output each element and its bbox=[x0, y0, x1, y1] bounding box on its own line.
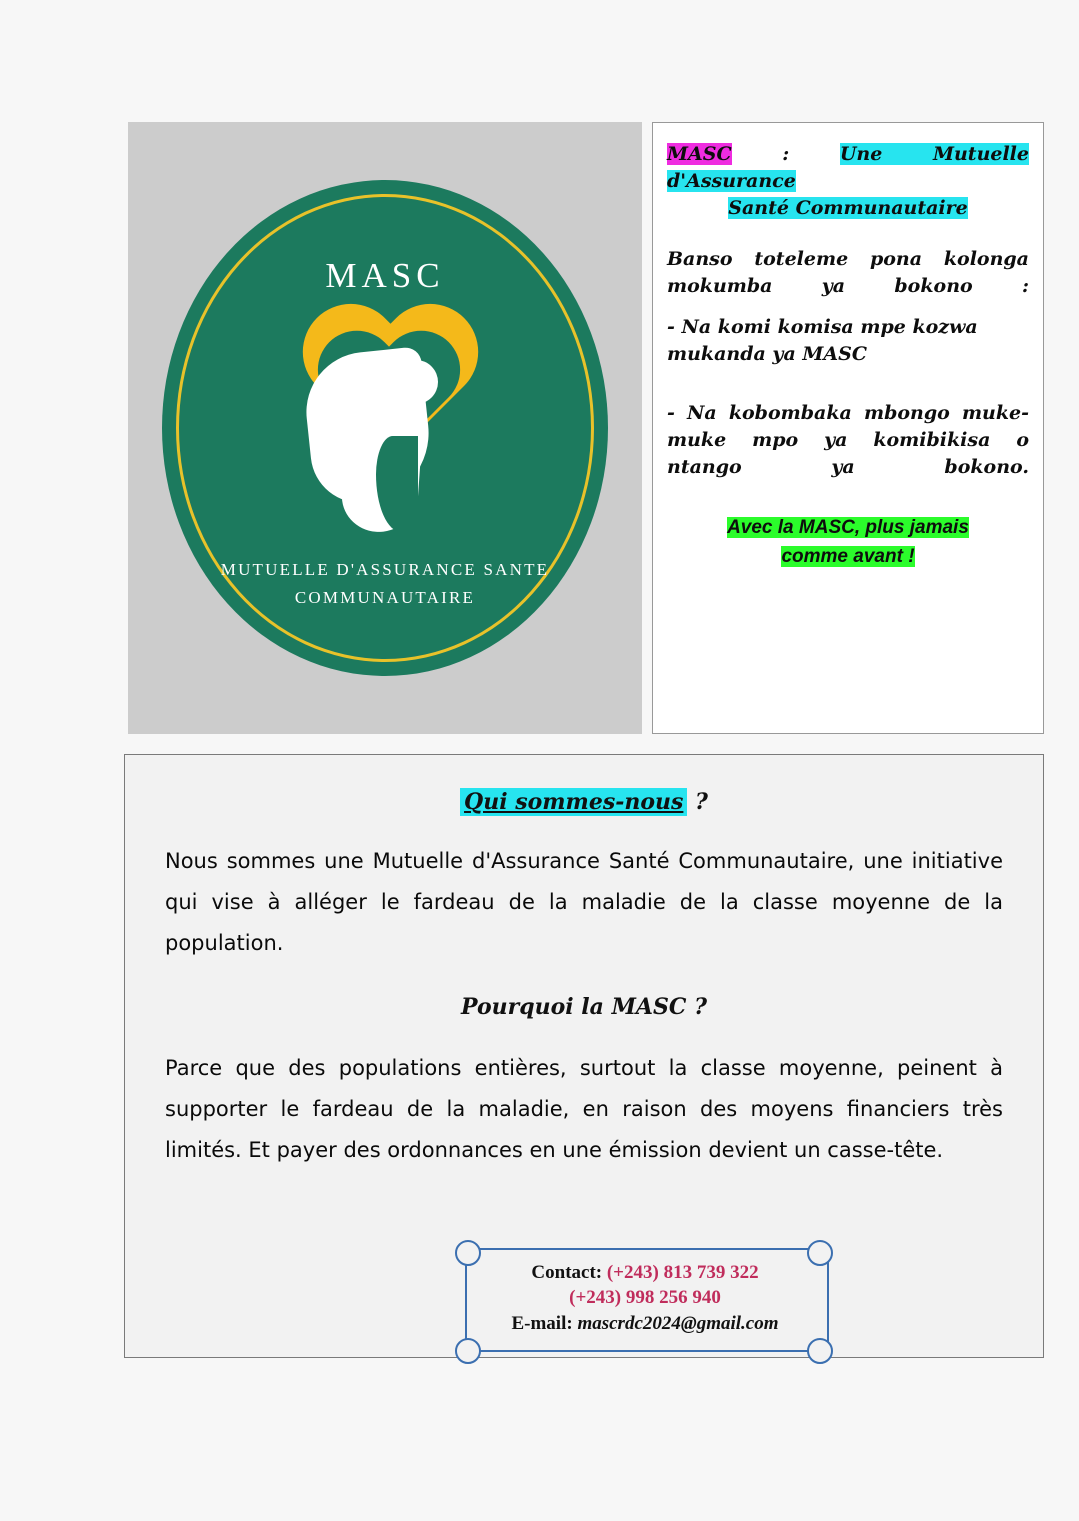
heading-qui-sommes-nous bbox=[165, 789, 1003, 815]
heading-pourquoi-la-masc-text: Pourquoi la MASC bbox=[461, 993, 687, 1020]
panel-acronym: MASC bbox=[667, 143, 732, 165]
paragraph-qui-sommes-nous: Nous sommes une Mutuelle d'Assurance Santé Communautaire, une initiative qui vise à alléger le fardeau de la maladie de la classe moyenne de la population. bbox=[165, 849, 1003, 955]
contact-email[interactable]: mascrdc2024@gmail.com bbox=[577, 1312, 779, 1334]
contact-box bbox=[455, 1240, 835, 1360]
masc-logo bbox=[138, 148, 632, 708]
contact-row-phone-2 bbox=[469, 1285, 821, 1310]
heading-qui-sommes-nous-suffix: ? bbox=[687, 789, 708, 815]
panel-headline-line-2: Santé Communautaire bbox=[728, 196, 968, 219]
contact-details bbox=[469, 1260, 821, 1336]
panel-intro-text: Banso toteleme pona kolonga mokumba ya bokono : bbox=[667, 247, 1029, 297]
contact-phone-1[interactable]: (+243) 813 739 322 bbox=[606, 1262, 759, 1283]
panel-spacer-3 bbox=[667, 495, 1029, 513]
paragraph-pourquoi-la-masc: Parce que des populations entières, surtout la classe moyenne, peinent à supporter le fardeau de la maladie, en raison des moyens financiers très limités. Et payer des ordonnances en une émission devient un casse-tête. bbox=[165, 1055, 1003, 1162]
contact-row-email bbox=[469, 1311, 821, 1336]
heading-qui-sommes-nous-text: Qui sommes-nous bbox=[460, 788, 687, 816]
heading-pourquoi-la-masc-suffix: ? bbox=[686, 993, 707, 1020]
lingala-message-panel bbox=[652, 122, 1044, 734]
panel-slogan-line-2: comme avant ! bbox=[781, 546, 915, 568]
logo-subtitle-line-1: MUTUELLE D'ASSURANCE SANTE bbox=[220, 560, 550, 579]
heart-with-person-icon bbox=[288, 308, 488, 538]
heading-pourquoi-la-masc bbox=[165, 994, 1003, 1020]
panel-headline bbox=[667, 141, 1029, 222]
logo-subtitle-line-2: COMMUNAUTAIRE bbox=[294, 588, 476, 607]
person-head-shape bbox=[394, 360, 438, 404]
scroll-roll-bottom-left-icon bbox=[455, 1338, 481, 1364]
contact-phone-2[interactable]: (+243) 998 256 940 bbox=[569, 1287, 721, 1309]
panel-spacer-2 bbox=[667, 382, 1029, 400]
contact-email-label: E-mail: bbox=[511, 1312, 573, 1334]
panel-headline-separator: : bbox=[731, 143, 840, 165]
scroll-roll-bottom-right-icon bbox=[807, 1338, 833, 1364]
logo-title: MASC bbox=[325, 256, 445, 295]
contact-row-phone-1 bbox=[469, 1260, 821, 1285]
panel-slogan bbox=[667, 513, 1029, 572]
panel-slogan-line-1: Avec la MASC, plus jamais bbox=[727, 516, 969, 538]
panel-bullet-2: - Na kobombaka mbongo muke-muke mpo ya komibikisa o ntango ya bokono. bbox=[667, 401, 1029, 478]
logo-panel bbox=[128, 122, 642, 734]
panel-headline-line-1: Une Mutuelle d'Assurance bbox=[667, 143, 1029, 192]
top-section bbox=[128, 122, 1044, 734]
contact-label: Contact: bbox=[531, 1262, 603, 1283]
panel-bullet-1: - Na komi komisa mpe kozwa mukanda ya MASC bbox=[667, 315, 978, 365]
panel-spacer-1 bbox=[667, 228, 1029, 246]
